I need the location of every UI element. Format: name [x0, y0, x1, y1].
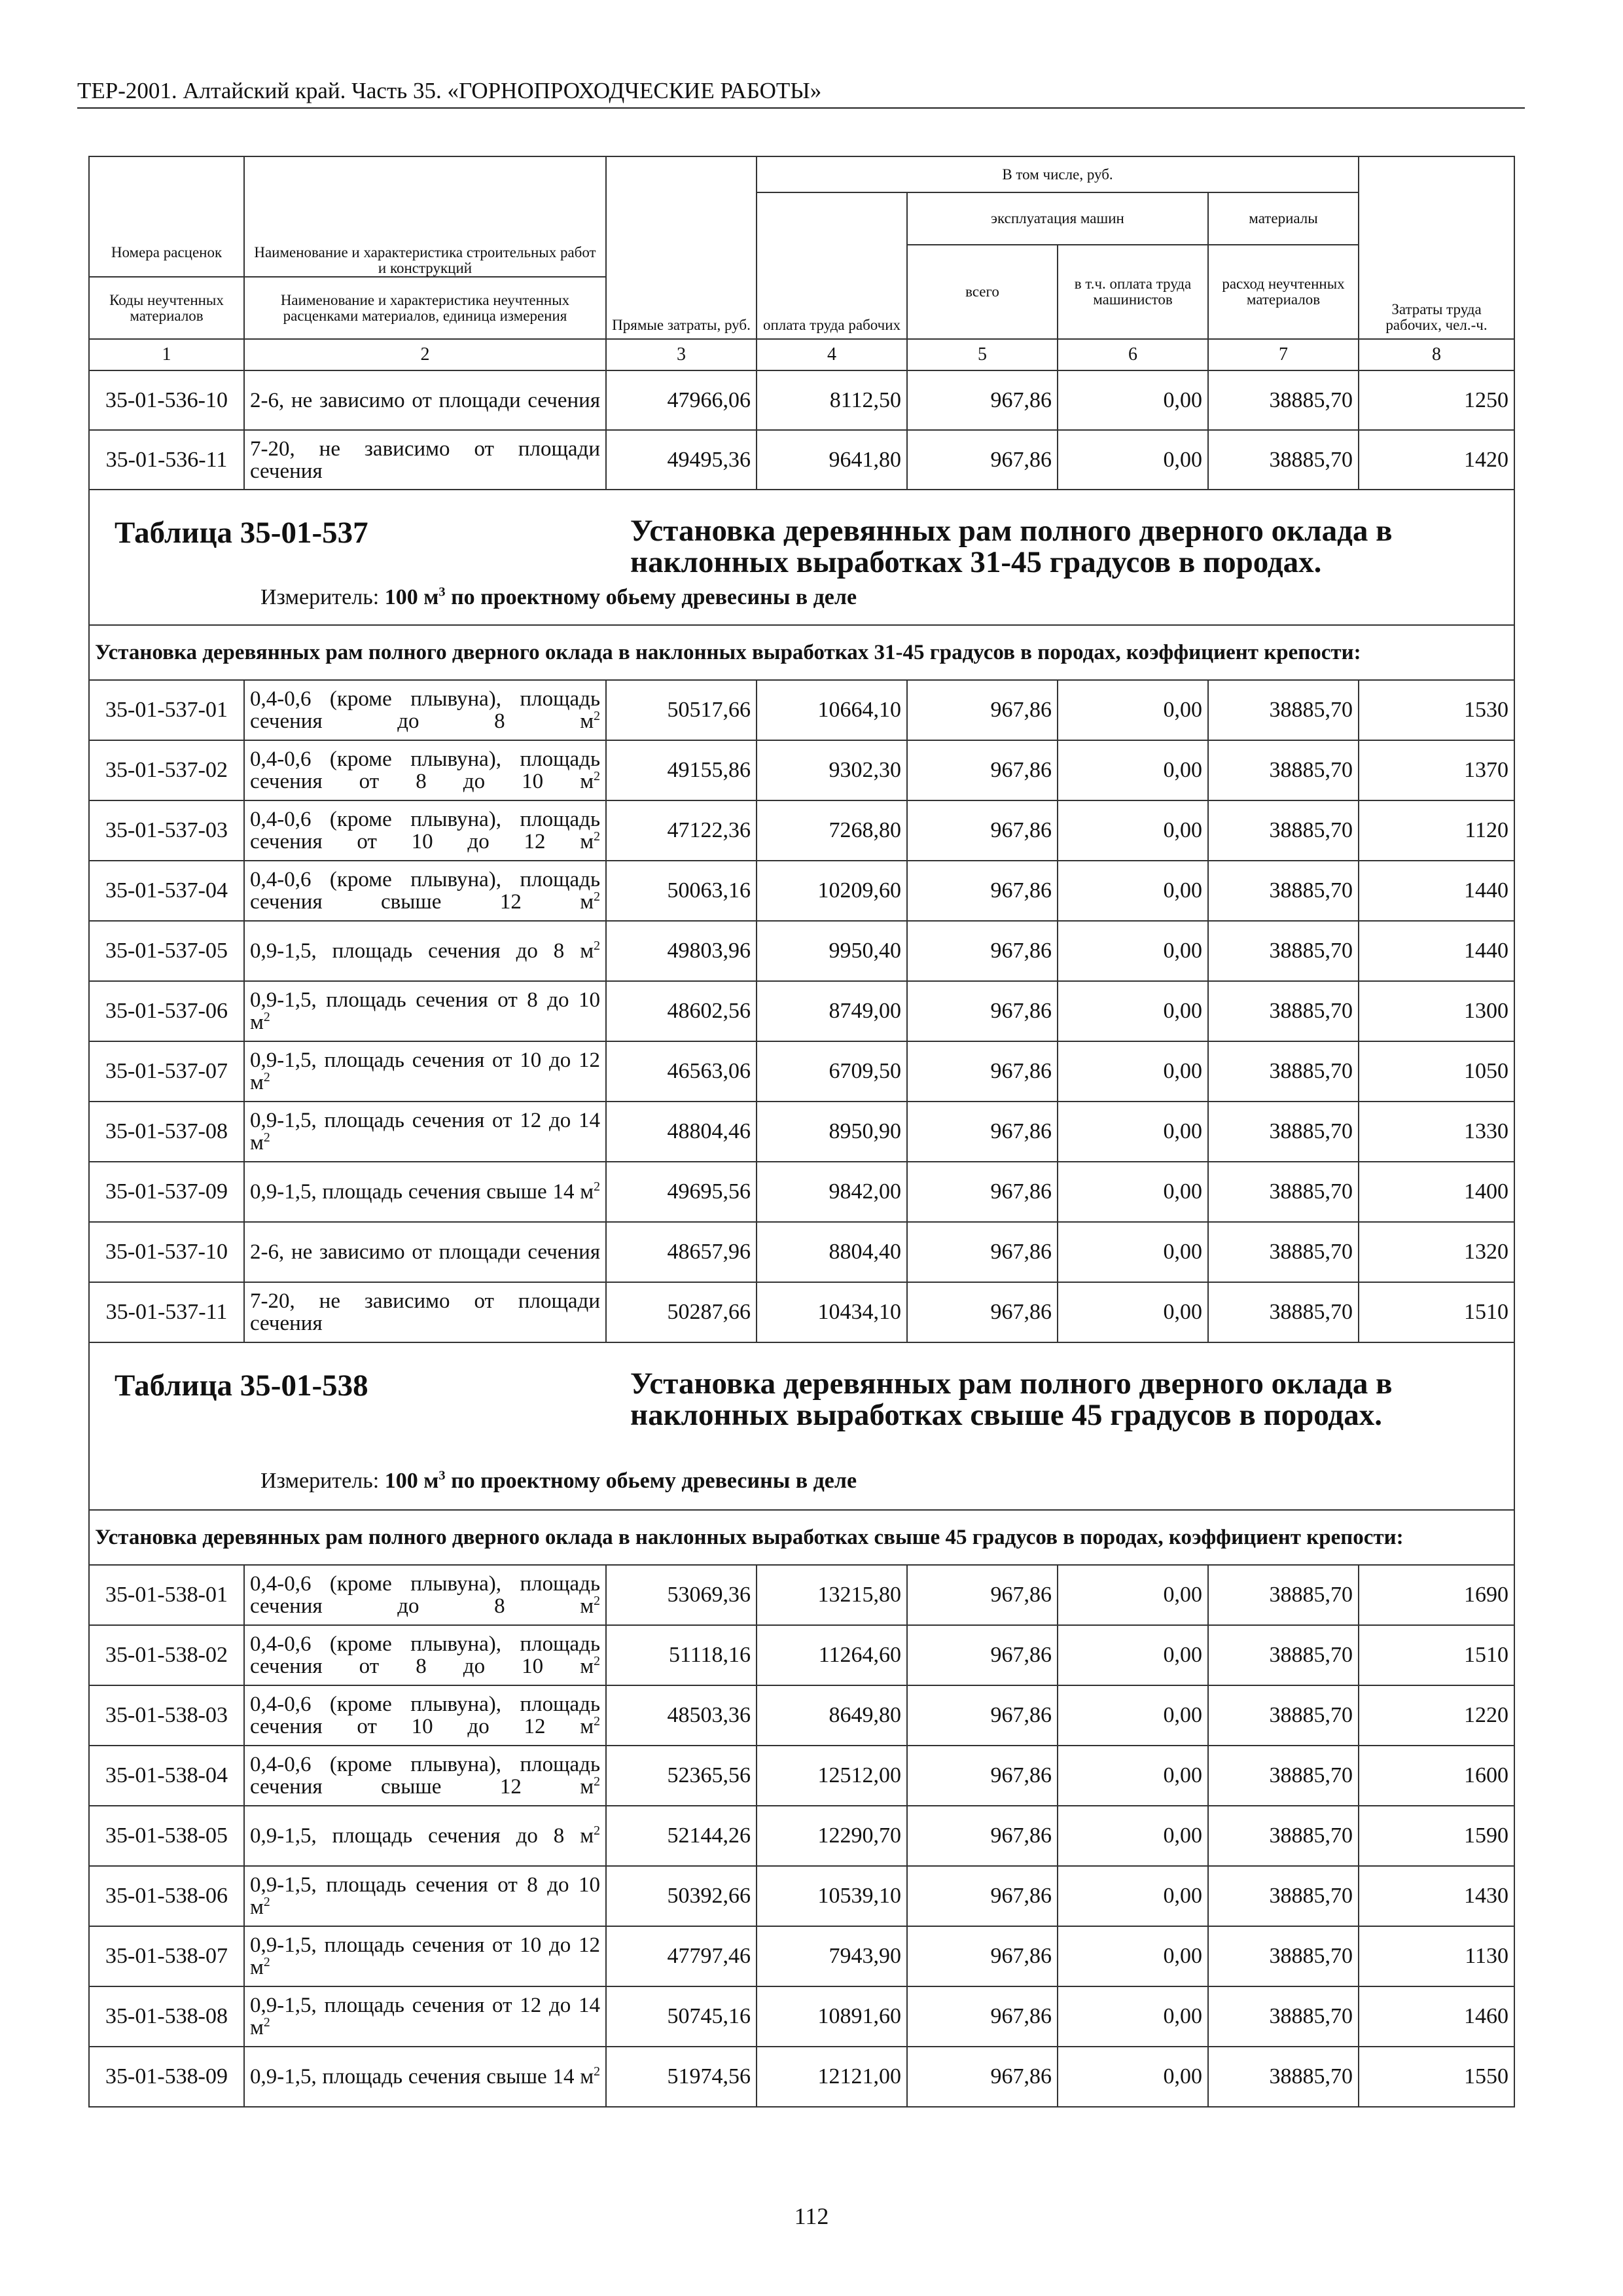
- labor-pay: 12121,00: [757, 2047, 907, 2107]
- section-row: [89, 625, 1514, 680]
- machinists-pay: 0,00: [1058, 1926, 1208, 1986]
- machinists-pay: 0,00: [1058, 800, 1208, 861]
- col-labor-cost: Затраты труда рабочих, чел.-ч.: [1359, 156, 1514, 339]
- labor-pay: 9641,80: [757, 430, 907, 490]
- table-row: [89, 1565, 1514, 1625]
- work-description: 0,9-1,5, площадь сечения от 8 до 10 $м^2$: [244, 981, 606, 1041]
- work-description-text: 7-20, не зависимо от площади сечения: [250, 1289, 600, 1335]
- direct-costs: 49695,56: [606, 1162, 757, 1222]
- unit-description: по проектному обьему древесины в деле: [445, 1469, 857, 1493]
- labor-pay: 6709,50: [757, 1041, 907, 1102]
- direct-costs: 50063,16: [606, 861, 757, 921]
- machinists-pay: 0,00: [1058, 861, 1208, 921]
- materials: 38885,70: [1208, 680, 1359, 740]
- labor-pay: 12290,70: [757, 1806, 907, 1866]
- machinists-pay: 0,00: [1058, 1162, 1208, 1222]
- unit-label: Измеритель:: [260, 1469, 380, 1493]
- work-description-text: 2-6, не зависимо от площади сечения: [250, 1240, 600, 1264]
- labor-pay: 9302,30: [757, 740, 907, 800]
- labor-pay: 9842,00: [757, 1162, 907, 1222]
- direct-costs: 47797,46: [606, 1926, 757, 1986]
- rate-code: 35-01-537-05: [89, 921, 244, 981]
- labor-pay: 10891,60: [757, 1986, 907, 2047]
- labor-pay: 10434,10: [757, 1282, 907, 1342]
- page-header: ТЕР-2001. Алтайский край. Часть 35. «ГОРНОПРОХОДЧЕСКИЕ РАБОТЫ»: [77, 77, 1525, 109]
- labor-hours: 1330: [1359, 1102, 1514, 1162]
- machinists-pay: 0,00: [1058, 1041, 1208, 1102]
- work-description: 0,4-0,6 (кроме плывуна), площадь сечения свыше 12 $м^2$: [244, 861, 606, 921]
- machinists-pay: 0,00: [1058, 1746, 1208, 1806]
- direct-costs: 53069,36: [606, 1565, 757, 1625]
- col-machinists-pay: в т.ч. оплата труда машинистов: [1058, 245, 1208, 339]
- materials: 38885,70: [1208, 981, 1359, 1041]
- work-description-text: 0,9-1,5, площадь сечения от 8 до 10 м: [250, 988, 600, 1034]
- work-description-text: 0,9-1,5, площадь сечения до 8 м: [250, 1824, 594, 1848]
- machines-total: 967,86: [907, 1102, 1058, 1162]
- work-description-text: 0,9-1,5, площадь сечения свыше 14 м: [250, 1180, 594, 1204]
- work-description: 0,4-0,6 (кроме плывуна), площадь сечения от 10 до 12 $м^2$: [244, 1685, 606, 1746]
- measure-unit: [260, 1469, 857, 1494]
- machines-total: 967,86: [907, 1806, 1058, 1866]
- machines-total: 967,86: [907, 1282, 1058, 1342]
- direct-costs: 47966,06: [606, 370, 757, 430]
- rate-code: 35-01-537-07: [89, 1041, 244, 1102]
- labor-hours: 1120: [1359, 800, 1514, 861]
- labor-pay: 10209,60: [757, 861, 907, 921]
- machinists-pay: 0,00: [1058, 430, 1208, 490]
- materials: 38885,70: [1208, 370, 1359, 430]
- labor-hours: 1550: [1359, 2047, 1514, 2107]
- labor-pay: 8649,80: [757, 1685, 907, 1746]
- machines-total: 967,86: [907, 1222, 1058, 1282]
- col-machines: эксплуатация машин: [907, 192, 1208, 245]
- labor-hours: 1300: [1359, 981, 1514, 1041]
- table-row: [89, 921, 1514, 981]
- labor-hours: 1430: [1359, 1866, 1514, 1926]
- work-description-text: 0,4-0,6 (кроме плывуна), площадь сечения свыше 12 м: [250, 1753, 600, 1799]
- labor-pay: 7268,80: [757, 800, 907, 861]
- labor-hours: 1530: [1359, 680, 1514, 740]
- work-description: 0,4-0,6 (кроме плывуна), площадь сечения свыше 12 $м^2$: [244, 1746, 606, 1806]
- machines-total: 967,86: [907, 1565, 1058, 1625]
- materials: 38885,70: [1208, 1102, 1359, 1162]
- col-work-name: Наименование и характеристика строительных работ и конструкций: [244, 245, 606, 277]
- col-material-names: Наименование и характеристика неучтенных расценками материалов, единица измерения: [244, 277, 606, 339]
- labor-hours: 1220: [1359, 1685, 1514, 1746]
- labor-hours: 1050: [1359, 1041, 1514, 1102]
- machines-total: 967,86: [907, 2047, 1058, 2107]
- work-description: 0,4-0,6 (кроме плывуна), площадь сечения от 10 до 12 $м^2$: [244, 800, 606, 861]
- table-row: [89, 861, 1514, 921]
- table-title: Установка деревянных рам полного дверного оклада в наклонных выработках свыше 45 градусов в породах.: [630, 1367, 1393, 1432]
- labor-pay: 13215,80: [757, 1565, 907, 1625]
- rate-code: 35-01-537-03: [89, 800, 244, 861]
- rate-code: 35-01-538-02: [89, 1625, 244, 1685]
- col-unaccounted-materials: расход неучтенных материалов: [1208, 245, 1359, 339]
- table-row: [89, 1866, 1514, 1926]
- materials: 38885,70: [1208, 861, 1359, 921]
- col-materials: материалы: [1208, 192, 1359, 245]
- work-description: 0,4-0,6 (кроме плывуна), площадь сечения до 8 $м^2$: [244, 1565, 606, 1625]
- unit-value: 100 м: [384, 1469, 439, 1493]
- work-description: 0,9-1,5, площадь сечения от 12 до 14 $м^2$: [244, 1986, 606, 2047]
- direct-costs: 48804,46: [606, 1102, 757, 1162]
- work-description: 0,9-1,5, площадь сечения свыше 14 $м^2$: [244, 2047, 606, 2107]
- labor-hours: 1690: [1359, 1565, 1514, 1625]
- machinists-pay: 0,00: [1058, 1986, 1208, 2047]
- table-row: [89, 1222, 1514, 1282]
- work-description-text: 0,4-0,6 (кроме плывуна), площадь сечения от 10 до 12 м: [250, 1693, 600, 1738]
- work-description-text: 0,4-0,6 (кроме плывуна), площадь сечения до 8 м: [250, 687, 600, 733]
- work-description: 0,4-0,6 (кроме плывуна), площадь сечения от 8 до 10 $м^2$: [244, 740, 606, 800]
- table-title-row: [89, 1342, 1514, 1510]
- labor-hours: 1440: [1359, 861, 1514, 921]
- machines-total: 967,86: [907, 1685, 1058, 1746]
- machines-total: 967,86: [907, 1926, 1058, 1986]
- work-description: 0,9-1,5, площадь сечения свыше 14 $м^2$: [244, 1162, 606, 1222]
- section-heading: Установка деревянных рам полного дверного оклада в наклонных выработках свыше 45 градусов в породах, коэффициент крепости:: [89, 1510, 1514, 1565]
- rate-code: 35-01-538-04: [89, 1746, 244, 1806]
- machines-total: 967,86: [907, 740, 1058, 800]
- direct-costs: 50517,66: [606, 680, 757, 740]
- rate-code: 35-01-538-06: [89, 1866, 244, 1926]
- direct-costs: 50745,16: [606, 1986, 757, 2047]
- rate-code: 35-01-537-10: [89, 1222, 244, 1282]
- materials: 38885,70: [1208, 1746, 1359, 1806]
- work-description-text: 0,4-0,6 (кроме плывуна), площадь сечения до 8 м: [250, 1572, 600, 1618]
- work-description-text: 2-6, не зависимо от площади сечения: [250, 388, 600, 412]
- rate-code: 35-01-536-11: [89, 430, 244, 490]
- rate-code: 35-01-538-05: [89, 1806, 244, 1866]
- work-description: 0,9-1,5, площадь сечения от 12 до 14 $м^2$: [244, 1102, 606, 1162]
- machines-total: 967,86: [907, 861, 1058, 921]
- labor-pay: 7943,90: [757, 1926, 907, 1986]
- direct-costs: 49803,96: [606, 921, 757, 981]
- rate-code: 35-01-537-11: [89, 1282, 244, 1342]
- measure-unit: [260, 585, 857, 610]
- table-number: Таблица 35-01-537: [115, 516, 368, 550]
- labor-hours: 1130: [1359, 1926, 1514, 1986]
- col-labor-pay: оплата труда рабочих: [757, 192, 907, 339]
- labor-hours: 1250: [1359, 370, 1514, 430]
- work-description: 0,9-1,5, площадь сечения до 8 $м^2$: [244, 1806, 606, 1866]
- machinists-pay: 0,00: [1058, 2047, 1208, 2107]
- machinists-pay: 0,00: [1058, 370, 1208, 430]
- column-numbers-row: 1 2 3 4 5 6 7 8: [89, 339, 1514, 370]
- table-row: [89, 981, 1514, 1041]
- machinists-pay: 0,00: [1058, 1806, 1208, 1866]
- direct-costs: 46563,06: [606, 1041, 757, 1102]
- unit-exponent: 3: [438, 584, 446, 600]
- machinists-pay: 0,00: [1058, 1565, 1208, 1625]
- table-number: Таблица 35-01-538: [115, 1369, 368, 1403]
- labor-hours: 1510: [1359, 1282, 1514, 1342]
- labor-pay: 8749,00: [757, 981, 907, 1041]
- rate-code: 35-01-538-01: [89, 1565, 244, 1625]
- page-number: 112: [794, 2203, 829, 2229]
- unit-description: по проектному обьему древесины в деле: [445, 585, 857, 609]
- work-description: [244, 1222, 606, 1282]
- col-machines-total: всего: [907, 245, 1058, 339]
- materials: 38885,70: [1208, 1041, 1359, 1102]
- direct-costs: 50392,66: [606, 1866, 757, 1926]
- labor-hours: 1590: [1359, 1806, 1514, 1866]
- table-row: [89, 1282, 1514, 1342]
- materials: 38885,70: [1208, 1222, 1359, 1282]
- machinists-pay: 0,00: [1058, 1625, 1208, 1685]
- labor-pay: 8950,90: [757, 1102, 907, 1162]
- rates-table: [88, 156, 1515, 2108]
- direct-costs: 49495,36: [606, 430, 757, 490]
- materials: 38885,70: [1208, 430, 1359, 490]
- direct-costs: 51974,56: [606, 2047, 757, 2107]
- table-row: [89, 370, 1514, 430]
- work-description-text: 0,4-0,6 (кроме плывуна), площадь сечения от 10 до 12 м: [250, 808, 600, 853]
- work-description: [244, 370, 606, 430]
- machines-total: 967,86: [907, 1625, 1058, 1685]
- rate-code: 35-01-538-09: [89, 2047, 244, 2107]
- direct-costs: 48602,56: [606, 981, 757, 1041]
- rate-code: 35-01-538-03: [89, 1685, 244, 1746]
- work-description-text: 0,9-1,5, площадь сечения до 8 м: [250, 939, 594, 963]
- labor-hours: 1370: [1359, 740, 1514, 800]
- materials: 38885,70: [1208, 1986, 1359, 2047]
- machinists-pay: 0,00: [1058, 740, 1208, 800]
- work-description-text: 0,9-1,5, площадь сечения от 12 до 14 м: [250, 1994, 600, 2039]
- machinists-pay: 0,00: [1058, 981, 1208, 1041]
- labor-hours: 1600: [1359, 1746, 1514, 1806]
- materials: 38885,70: [1208, 1162, 1359, 1222]
- table-row: [89, 1102, 1514, 1162]
- rate-code: 35-01-536-10: [89, 370, 244, 430]
- table-title: Установка деревянных рам полного дверного оклада в наклонных выработках 31-45 градусов в породах.: [630, 514, 1393, 579]
- machinists-pay: 0,00: [1058, 921, 1208, 981]
- work-description-text: 7-20, не зависимо от площади сечения: [250, 437, 600, 483]
- rate-code: 35-01-538-08: [89, 1986, 244, 2047]
- table-row: [89, 800, 1514, 861]
- machines-total: 967,86: [907, 1866, 1058, 1926]
- labor-pay: 9950,40: [757, 921, 907, 981]
- labor-pay: 10664,10: [757, 680, 907, 740]
- machines-total: 967,86: [907, 430, 1058, 490]
- table-row: [89, 430, 1514, 490]
- materials: 38885,70: [1208, 1685, 1359, 1746]
- unit-label: Измеритель:: [260, 585, 380, 609]
- rate-code: 35-01-537-08: [89, 1102, 244, 1162]
- machinists-pay: 0,00: [1058, 1282, 1208, 1342]
- labor-pay: 12512,00: [757, 1746, 907, 1806]
- machines-total: 967,86: [907, 680, 1058, 740]
- rate-code: 35-01-537-01: [89, 680, 244, 740]
- labor-pay: 10539,10: [757, 1866, 907, 1926]
- work-description: 0,9-1,5, площадь сечения до 8 $м^2$: [244, 921, 606, 981]
- labor-hours: 1400: [1359, 1162, 1514, 1222]
- machines-total: 967,86: [907, 370, 1058, 430]
- materials: 38885,70: [1208, 1282, 1359, 1342]
- work-description: 0,9-1,5, площадь сечения от 10 до 12 $м^2$: [244, 1041, 606, 1102]
- materials: 38885,70: [1208, 1625, 1359, 1685]
- work-description-text: 0,9-1,5, площадь сечения от 12 до 14 м: [250, 1109, 600, 1155]
- direct-costs: 47122,36: [606, 800, 757, 861]
- materials: 38885,70: [1208, 740, 1359, 800]
- table-row: [89, 1746, 1514, 1806]
- machinists-pay: 0,00: [1058, 1222, 1208, 1282]
- table-row: [89, 1625, 1514, 1685]
- work-description: 0,4-0,6 (кроме плывуна), площадь сечения до 8 $м^2$: [244, 680, 606, 740]
- machinists-pay: 0,00: [1058, 1102, 1208, 1162]
- machines-total: 967,86: [907, 1041, 1058, 1102]
- materials: 38885,70: [1208, 800, 1359, 861]
- work-description: 0,9-1,5, площадь сечения от 10 до 12 $м^2$: [244, 1926, 606, 1986]
- table-title-row: [89, 490, 1514, 625]
- direct-costs: 49155,86: [606, 740, 757, 800]
- unit-value: 100 м: [384, 585, 439, 609]
- direct-costs: 50287,66: [606, 1282, 757, 1342]
- work-description-text: 0,9-1,5, площадь сечения от 10 до 12 м: [250, 1933, 600, 1979]
- direct-costs: 48657,96: [606, 1222, 757, 1282]
- labor-hours: 1320: [1359, 1222, 1514, 1282]
- machines-total: 967,86: [907, 1162, 1058, 1222]
- machines-total: 967,86: [907, 800, 1058, 861]
- col-material-codes: Коды неучтенных материалов: [89, 277, 244, 339]
- col-including: В том числе, руб.: [757, 156, 1359, 192]
- work-description: 0,9-1,5, площадь сечения от 8 до 10 $м^2$: [244, 1866, 606, 1926]
- rate-code: 35-01-538-07: [89, 1926, 244, 1986]
- table-row: [89, 1162, 1514, 1222]
- table-row: [89, 1041, 1514, 1102]
- col-rate-numbers: Номера расценок: [89, 245, 244, 277]
- rate-code: 35-01-537-04: [89, 861, 244, 921]
- rate-code: 35-01-537-06: [89, 981, 244, 1041]
- materials: 38885,70: [1208, 2047, 1359, 2107]
- work-description: [244, 430, 606, 490]
- materials: 38885,70: [1208, 921, 1359, 981]
- machines-total: 967,86: [907, 981, 1058, 1041]
- table-row: [89, 1685, 1514, 1746]
- materials: 38885,70: [1208, 1866, 1359, 1926]
- materials: 38885,70: [1208, 1565, 1359, 1625]
- materials: 38885,70: [1208, 1806, 1359, 1866]
- labor-hours: 1460: [1359, 1986, 1514, 2047]
- work-description-text: 0,9-1,5, площадь сечения от 8 до 10 м: [250, 1873, 600, 1919]
- table-row: [89, 680, 1514, 740]
- labor-hours: 1420: [1359, 430, 1514, 490]
- rate-code: 35-01-537-02: [89, 740, 244, 800]
- labor-pay: 8112,50: [757, 370, 907, 430]
- table-row: [89, 1806, 1514, 1866]
- table-row: [89, 2047, 1514, 2107]
- direct-costs: 51118,16: [606, 1625, 757, 1685]
- table-row: [89, 1986, 1514, 2047]
- labor-hours: 1510: [1359, 1625, 1514, 1685]
- materials: 38885,70: [1208, 1926, 1359, 1986]
- unit-exponent: 3: [438, 1468, 446, 1483]
- direct-costs: 52365,56: [606, 1746, 757, 1806]
- direct-costs: 52144,26: [606, 1806, 757, 1866]
- machines-total: 967,86: [907, 921, 1058, 981]
- section-heading: Установка деревянных рам полного дверного оклада в наклонных выработках 31-45 градусов в породах, коэффициент крепости:: [89, 625, 1514, 680]
- work-description-text: 0,4-0,6 (кроме плывуна), площадь сечения свыше 12 м: [250, 868, 600, 914]
- machines-total: 967,86: [907, 1986, 1058, 2047]
- section-row: [89, 1510, 1514, 1565]
- labor-pay: 11264,60: [757, 1625, 907, 1685]
- labor-pay: 8804,40: [757, 1222, 907, 1282]
- machines-total: 967,86: [907, 1746, 1058, 1806]
- labor-hours: 1440: [1359, 921, 1514, 981]
- work-description: 0,4-0,6 (кроме плывуна), площадь сечения от 8 до 10 $м^2$: [244, 1625, 606, 1685]
- machinists-pay: 0,00: [1058, 680, 1208, 740]
- direct-costs: 48503,36: [606, 1685, 757, 1746]
- work-description-text: 0,4-0,6 (кроме плывуна), площадь сечения от 8 до 10 м: [250, 1632, 600, 1678]
- col-direct-costs: Прямые затраты, руб.: [606, 156, 757, 339]
- rate-code: 35-01-537-09: [89, 1162, 244, 1222]
- machinists-pay: 0,00: [1058, 1866, 1208, 1926]
- work-description-text: 0,9-1,5, площадь сечения от 10 до 12 м: [250, 1049, 600, 1094]
- work-description-text: 0,4-0,6 (кроме плывуна), площадь сечения от 8 до 10 м: [250, 747, 600, 793]
- table-row: [89, 1926, 1514, 1986]
- machinists-pay: 0,00: [1058, 1685, 1208, 1746]
- work-description-text: 0,9-1,5, площадь сечения свыше 14 м: [250, 2065, 594, 2089]
- work-description: [244, 1282, 606, 1342]
- table-row: [89, 740, 1514, 800]
